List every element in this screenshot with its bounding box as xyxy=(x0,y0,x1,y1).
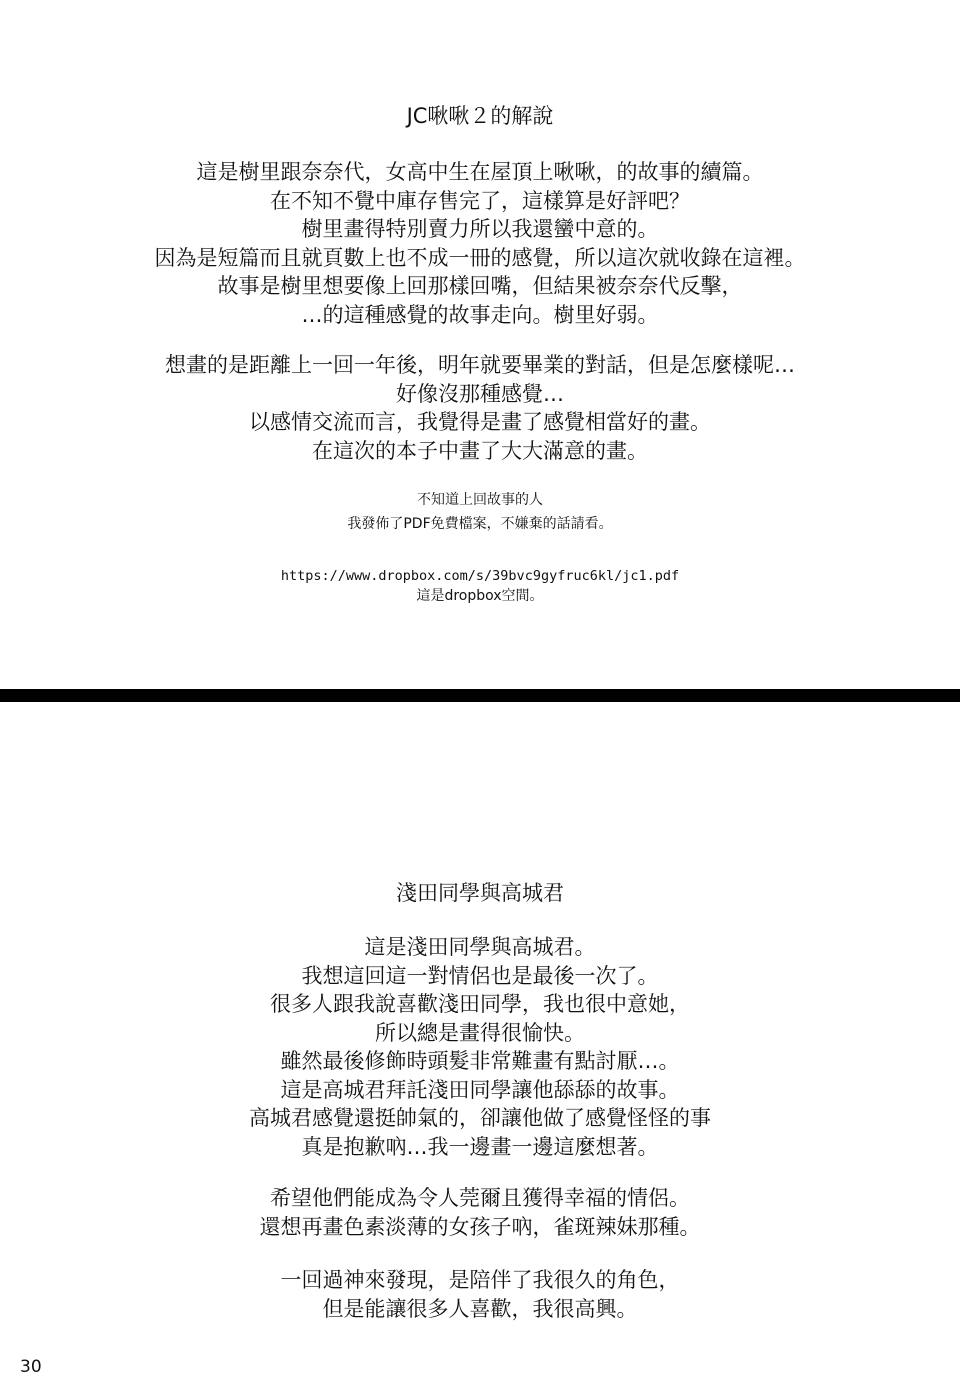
text-line: 高城君感覺還挺帥氣的，卻讓他做了感覺怪怪的事 xyxy=(249,1106,711,1130)
section-divider xyxy=(0,689,960,702)
text-line: 但是能讓很多人喜歡，我很高興。 xyxy=(322,1296,638,1321)
text-line: 很多人跟我說喜歡淺田同學，我也很中意她， xyxy=(270,992,690,1016)
text-line: 還想再畫色素淡薄的女孩子吶，雀斑辣妹那種。 xyxy=(259,1214,701,1239)
section2-title: 淺田同學與高城君 xyxy=(396,881,564,905)
section1-title: JC啾啾２的解說 xyxy=(406,104,554,128)
section1-note xyxy=(0,488,960,536)
text-line: 這是高城君拜託淺田同學讓他舔舔的故事。 xyxy=(280,1077,680,1102)
text-line: 以感情交流而言，我覺得是畫了感覺相當好的畫。 xyxy=(249,410,711,434)
dropbox-url: https://www.dropbox.com/s/39bvc9gyfruc6kl/jc1.pdf xyxy=(280,568,680,584)
note-line: 不知道上回故事的人 xyxy=(417,492,543,508)
text-line: 我想這回這一對情侶也是最後一次了。 xyxy=(301,963,659,988)
text-line: 雖然最後修飾時頭髮非常難畫有點討厭…。 xyxy=(280,1049,680,1073)
section1-paragraph2 xyxy=(0,351,960,465)
text-line: 一回過神來發現，是陪伴了我很久的角色， xyxy=(280,1268,680,1292)
url-note: 這是dropbox空間。 xyxy=(416,588,544,604)
text-line: 在不知不覺中庫存售完了，這樣算是好評吧？ xyxy=(270,188,690,213)
text-line: 在這次的本子中畫了大大滿意的畫。 xyxy=(312,438,648,463)
text-line: 所以總是畫得很愉快。 xyxy=(375,1020,585,1045)
text-line: 希望他們能成為令人莞爾且獲得幸福的情侶。 xyxy=(270,1186,690,1210)
text-line: 這是淺田同學與高城君。 xyxy=(364,935,596,959)
page-number: 30 xyxy=(20,1357,42,1377)
section2-paragraph2 xyxy=(0,1184,960,1241)
text-line: 因為是短篇而且就頁數上也不成一冊的感覺，所以這次就收錄在這裡。 xyxy=(154,245,806,270)
section1-paragraph1 xyxy=(0,158,960,329)
text-line: 樹里畫得特別賣力所以我還蠻中意的。 xyxy=(301,217,659,241)
section2-paragraph1 xyxy=(0,933,960,1161)
text-line: …的這種感覺的故事走向。樹里好弱。 xyxy=(301,302,659,327)
text-line: 真是抱歉吶…我一邊畫一邊這麼想著。 xyxy=(301,1134,659,1159)
note-line: 我發佈了PDF免費檔案，不嫌棄的話請看。 xyxy=(347,516,613,532)
text-line: 這是樹里跟奈奈代，女高中生在屋頂上啾啾，的故事的續篇。 xyxy=(196,160,764,184)
section2-paragraph3 xyxy=(0,1266,960,1323)
text-line: 想畫的是距離上一回一年後，明年就要畢業的對話，但是怎麼樣呢… xyxy=(165,353,795,377)
text-line: 好像沒那種感覺… xyxy=(396,381,564,406)
section1-link-block xyxy=(0,566,960,606)
text-line: 故事是樹里想要像上回那樣回嘴，但結果被奈奈代反擊， xyxy=(217,274,743,298)
